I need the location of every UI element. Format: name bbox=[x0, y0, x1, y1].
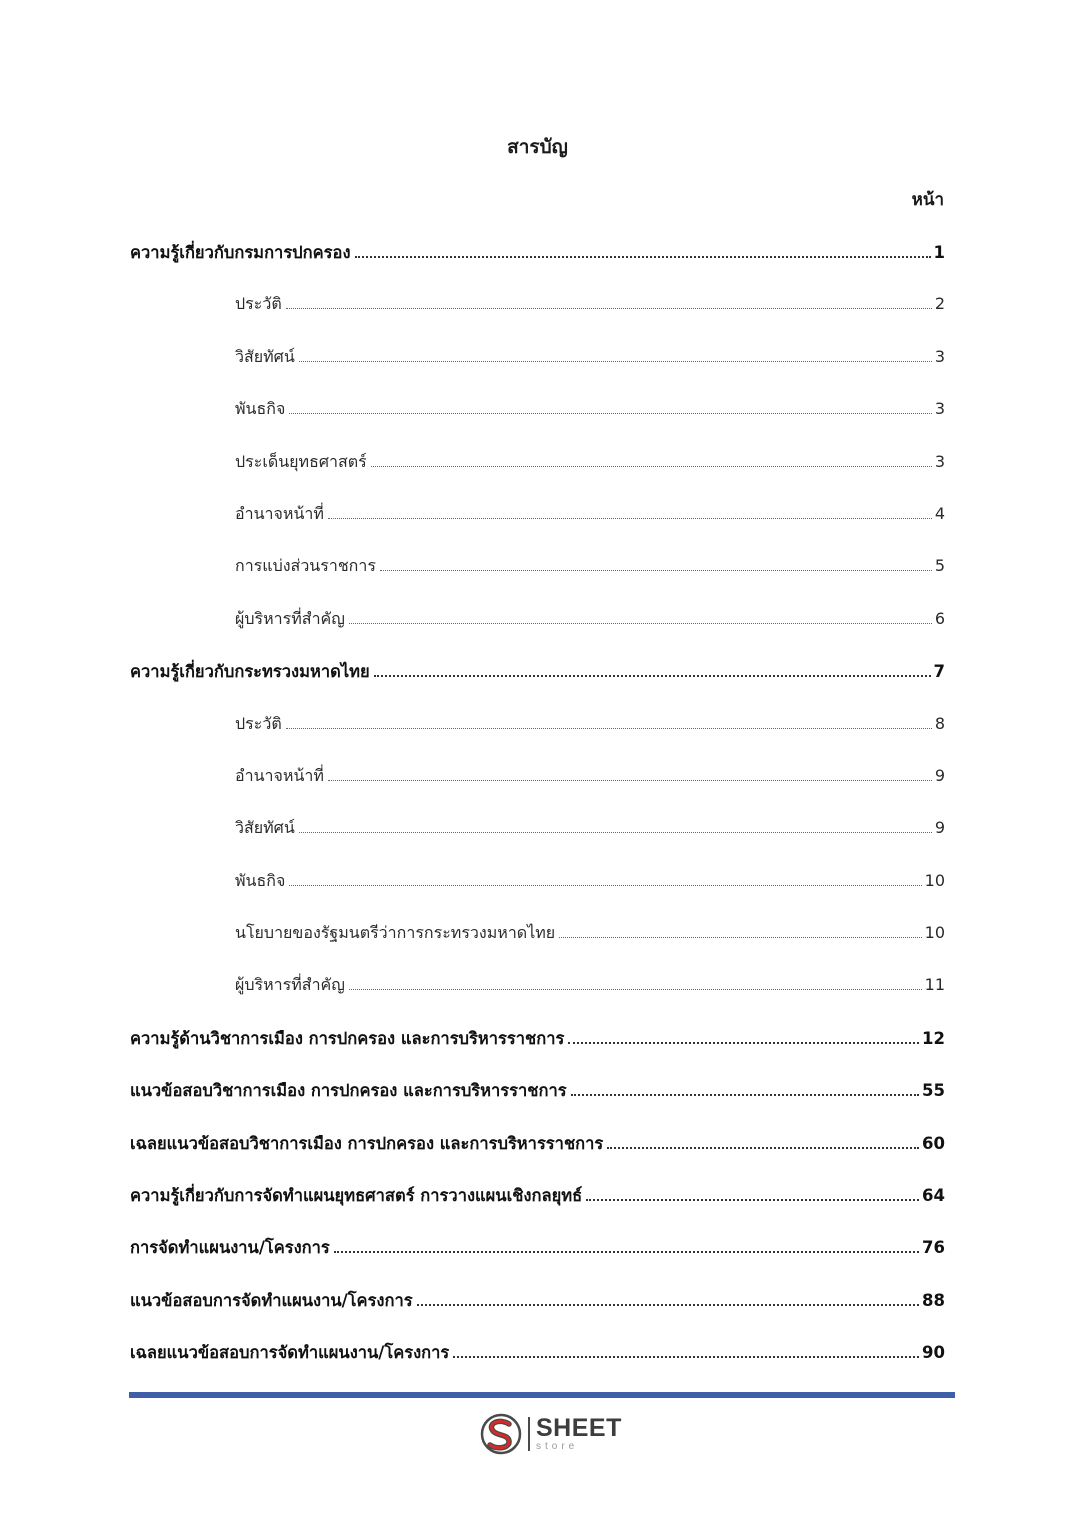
toc-entry[interactable] bbox=[130, 226, 945, 278]
toc-entry-label: อำนาจหน้าที่ bbox=[235, 765, 324, 785]
toc-entry-page: 8 bbox=[934, 713, 945, 733]
sheet-store-logo bbox=[478, 1412, 622, 1456]
dot-leader bbox=[286, 308, 932, 309]
logo-separator bbox=[528, 1417, 530, 1451]
dot-leader bbox=[328, 518, 932, 519]
toc-entry-label: วิสัยทัศน์ bbox=[235, 818, 295, 838]
toc-entry[interactable] bbox=[130, 1117, 945, 1169]
toc-entry[interactable] bbox=[130, 1064, 945, 1116]
toc-entry-label: ผู้บริหารที่สำคัญ bbox=[235, 608, 345, 628]
toc-entry-page: 6 bbox=[934, 608, 945, 628]
dot-leader bbox=[586, 1199, 919, 1201]
toc-entry-label: การแบ่งส่วนราชการ bbox=[235, 556, 376, 576]
toc-entry[interactable] bbox=[130, 959, 945, 1011]
toc-entry-label: แนวข้อสอบวิชาการเมือง การปกครอง และการบริหารราชการ bbox=[130, 1081, 567, 1101]
dot-leader bbox=[380, 570, 932, 571]
toc-entry[interactable] bbox=[130, 383, 945, 435]
table-of-contents bbox=[130, 226, 945, 1379]
toc-entry-page: 1 bbox=[933, 243, 945, 262]
dot-leader bbox=[328, 780, 932, 781]
toc-entry-label: การจัดทำแผนงาน/โครงการ bbox=[130, 1238, 330, 1258]
toc-entry[interactable] bbox=[130, 331, 945, 383]
dot-leader bbox=[371, 466, 932, 467]
toc-entry-page: 10 bbox=[924, 870, 945, 890]
toc-entry-label: ประวัติ bbox=[235, 294, 282, 314]
toc-entry-page: 3 bbox=[934, 346, 945, 366]
toc-entry-page: 9 bbox=[934, 818, 945, 838]
toc-entry[interactable] bbox=[130, 907, 945, 959]
toc-entry-page: 3 bbox=[934, 451, 945, 471]
toc-entry-page: 76 bbox=[922, 1238, 945, 1258]
toc-entry-page: 90 bbox=[922, 1343, 945, 1363]
sheet-store-s-logo-icon bbox=[478, 1412, 524, 1456]
dot-leader bbox=[349, 989, 922, 990]
toc-entry-label: เฉลยแนวข้อสอบการจัดทำแผนงาน/โครงการ bbox=[130, 1343, 450, 1363]
toc-entry-label: ความรู้ด้านวิชาการเมือง การปกครอง และการบริหารราชการ bbox=[130, 1028, 565, 1048]
toc-entry-label: อำนาจหน้าที่ bbox=[235, 503, 324, 523]
dot-leader bbox=[417, 1304, 919, 1306]
toc-entry[interactable] bbox=[130, 1274, 945, 1326]
dot-leader bbox=[607, 1147, 919, 1149]
dot-leader bbox=[286, 728, 932, 729]
toc-entry[interactable] bbox=[130, 1326, 945, 1378]
toc-entry-page: 12 bbox=[922, 1028, 945, 1048]
dot-leader bbox=[374, 675, 931, 677]
toc-entry-label: เฉลยแนวข้อสอบวิชาการเมือง การปกครอง และการบริหารราชการ bbox=[130, 1133, 604, 1153]
dot-leader bbox=[289, 885, 921, 886]
dot-leader bbox=[299, 832, 932, 833]
toc-entry-page: 4 bbox=[934, 503, 945, 523]
toc-entry-label: วิสัยทัศน์ bbox=[235, 346, 295, 366]
toc-entry-label: ความรู้เกี่ยวกับการจัดทำแผนยุทธศาสตร์ การวางแผนเชิงกลยุทธ์ bbox=[130, 1186, 583, 1206]
toc-entry-page: 60 bbox=[922, 1133, 945, 1153]
toc-entry-page: 55 bbox=[922, 1081, 945, 1101]
dot-leader bbox=[568, 1042, 919, 1044]
toc-entry-page: 2 bbox=[934, 294, 945, 314]
logo-wordmark: SHEET bbox=[536, 1414, 622, 1442]
toc-entry-page: 11 bbox=[924, 975, 945, 995]
toc-entry-page: 10 bbox=[924, 923, 945, 943]
page-title: สารบัญ bbox=[507, 136, 568, 158]
toc-entry-page: 5 bbox=[934, 556, 945, 576]
dot-leader bbox=[571, 1094, 919, 1096]
toc-entry[interactable] bbox=[130, 278, 945, 330]
toc-entry-page: 9 bbox=[934, 765, 945, 785]
toc-entry-label: พันธกิจ bbox=[235, 870, 286, 890]
toc-entry-label: ความรู้เกี่ยวกับกระทรวงมหาดไทย bbox=[130, 662, 370, 682]
toc-entry[interactable] bbox=[130, 750, 945, 802]
dot-leader bbox=[453, 1356, 919, 1358]
toc-entry-label: พันธกิจ bbox=[235, 399, 286, 419]
toc-entry[interactable] bbox=[130, 1169, 945, 1221]
toc-entry-page: 64 bbox=[922, 1186, 945, 1206]
toc-entry[interactable] bbox=[130, 593, 945, 645]
toc-entry[interactable] bbox=[130, 1012, 945, 1064]
toc-entry-label: ผู้บริหารที่สำคัญ bbox=[235, 975, 345, 995]
toc-entry-label: แนวข้อสอบการจัดทำแผนงาน/โครงการ bbox=[130, 1290, 413, 1310]
page-column-header: หน้า bbox=[911, 190, 944, 210]
dot-leader bbox=[355, 256, 931, 258]
toc-entry-page: 3 bbox=[934, 399, 945, 419]
dot-leader bbox=[559, 937, 921, 938]
dot-leader bbox=[349, 623, 932, 624]
toc-entry[interactable] bbox=[130, 540, 945, 592]
toc-entry[interactable] bbox=[130, 855, 945, 907]
toc-entry-label: ความรู้เกี่ยวกับกรมการปกครอง bbox=[130, 243, 351, 262]
dot-leader bbox=[299, 361, 932, 362]
toc-entry[interactable] bbox=[130, 436, 945, 488]
dot-leader bbox=[289, 413, 932, 414]
toc-entry[interactable] bbox=[130, 1221, 945, 1273]
dot-leader bbox=[334, 1251, 919, 1253]
toc-entry-label: นโยบายของรัฐมนตรีว่าการกระทรวงมหาดไทย bbox=[235, 923, 556, 943]
footer-rule bbox=[129, 1392, 955, 1398]
toc-entry[interactable] bbox=[130, 645, 945, 697]
toc-entry[interactable] bbox=[130, 802, 945, 854]
toc-entry-label: ประวัติ bbox=[235, 713, 282, 733]
toc-entry-page: 88 bbox=[922, 1290, 945, 1310]
toc-entry-page: 7 bbox=[933, 662, 945, 682]
logo-subtitle: store bbox=[536, 1441, 579, 1452]
toc-entry-label: ประเด็นยุทธศาสตร์ bbox=[235, 451, 367, 471]
toc-entry[interactable] bbox=[130, 698, 945, 750]
toc-entry[interactable] bbox=[130, 488, 945, 540]
